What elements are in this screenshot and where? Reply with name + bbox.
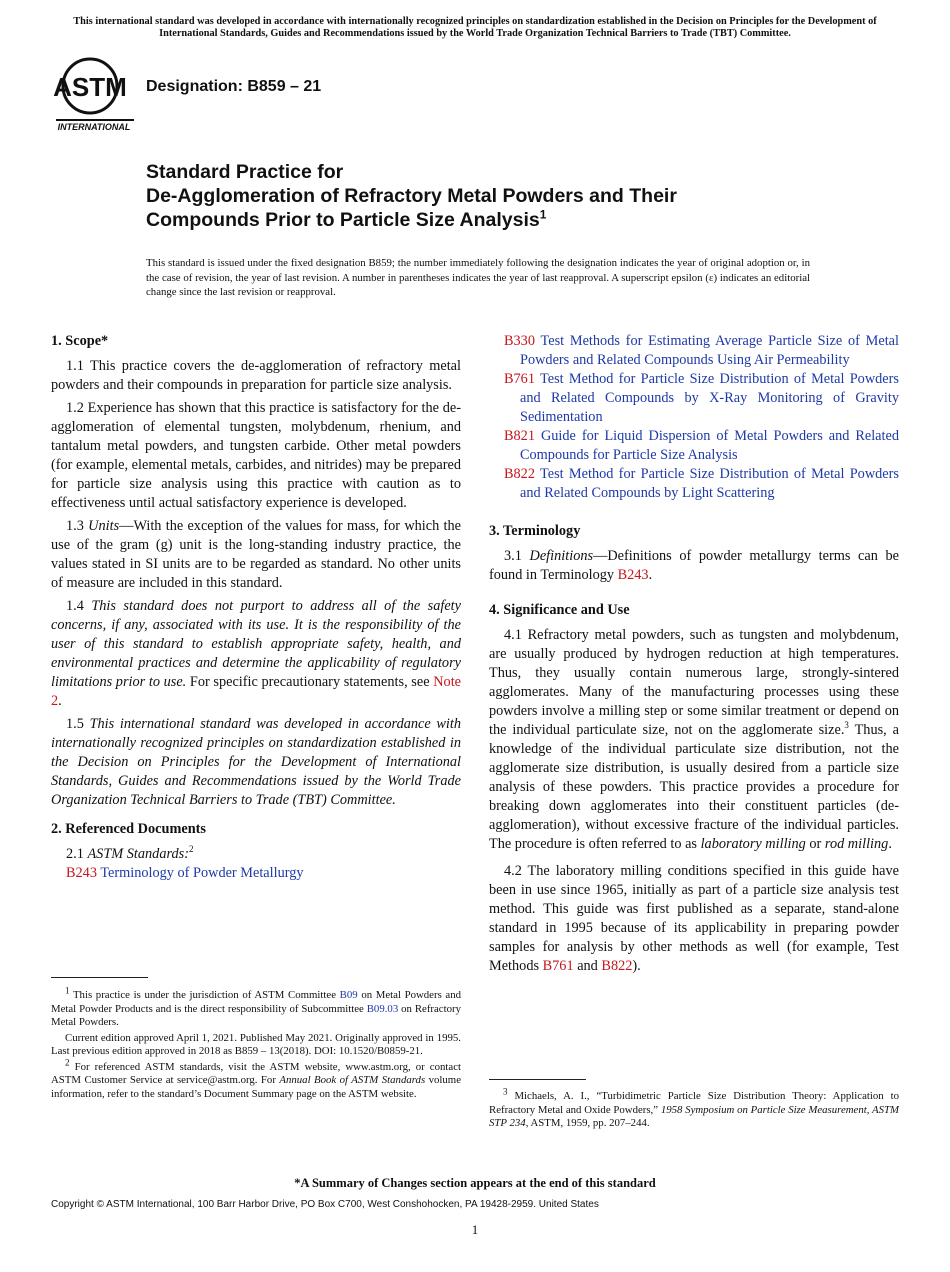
- ref-title: Guide for Liquid Dispersion of Metal Powders and Related Compounds for Particle Size Analysis: [520, 428, 899, 463]
- summary-note: *A Summary of Changes section appears at the end of this standard: [294, 1176, 656, 1190]
- logo-subtext: INTERNATIONAL: [57, 122, 131, 132]
- ref-item[interactable]: [489, 332, 899, 370]
- footnote-text: volume information, refer to the standard’s Document Summary page on the ASTM website.: [51, 1074, 461, 1100]
- title-line-1: Standard Practice for: [146, 161, 344, 183]
- para-number: 1.4: [66, 598, 84, 614]
- footnote-text: For referenced ASTM standards, visit the ASTM website, www.astm.org, or contact ASTM Customer Service at service@astm.org. For: [51, 1060, 461, 1086]
- left-column: [51, 332, 461, 883]
- lab-milling-term: laboratory milling: [700, 836, 806, 852]
- ref-item[interactable]: [489, 370, 899, 427]
- safety-statement: This standard does not purport to address all of the safety concerns, if any, associated with its use. It is the responsibility of the user of this standard to establish appropriate safety, health, and environmental practices and determine the applicability of regulatory limitations prior to use.: [51, 598, 461, 690]
- section-1-heading: 1. Scope*: [51, 333, 109, 349]
- ref-title: Test Methods for Estimating Average Particle Size of Metal Powders and Related Compounds Using Air Permeability: [520, 333, 899, 368]
- footnote-3-text: [489, 1086, 899, 1131]
- footnote-number: 1: [65, 985, 70, 996]
- ref-item[interactable]: [489, 427, 899, 465]
- logo-text: ASTM: [53, 72, 127, 102]
- footnote-text: Michaels, A. I., “Turbidimetric Particle Size Distribution Theory: Application to Refractory Metal and Oxide Powders,”: [489, 1090, 899, 1116]
- ref-title: Test Method for Particle Size Distribution of Metal Powders and Related Compounds by X-Ray Monitoring of Gravity Sedimentation: [520, 371, 899, 425]
- para-1-1: 1.1 This practice covers the de-agglomeration of refractory metal powders and their compounds in preparation for particle size analysis.: [51, 358, 461, 393]
- ref-code: B822: [504, 466, 535, 482]
- para-3-1: 3.1 Definitions—Definitions of powder metallurgy terms can be found in Terminology B243.: [489, 548, 900, 583]
- section-4-heading: 4. Significance and Use: [489, 602, 630, 618]
- b243-link[interactable]: B243: [617, 567, 649, 583]
- footnote-text: This practice is under the jurisdiction of ASTM Committee: [72, 989, 336, 1001]
- b822-link[interactable]: B822: [601, 958, 633, 974]
- footnote-text: , ASTM, 1959, pp. 207–244.: [525, 1117, 650, 1129]
- para-text: —Definitions of powder metallurgy terms can be found in Terminology: [489, 548, 900, 583]
- ref-item[interactable]: [51, 864, 461, 883]
- ref-code: B330: [504, 333, 535, 349]
- footnote-marker: 2: [189, 844, 194, 855]
- footnote-em: Annual Book of ASTM Standards: [279, 1074, 426, 1086]
- para-1-5: [51, 715, 461, 810]
- para-text: and: [577, 958, 598, 974]
- para-4-1: 4.1 Refractory metal powders, such as tungsten and molybdenum, are usually produced by hydrogen reduction at high temperatures. Thus, they usually contain numerous large, strongly-sintered agglomerates. Many of the manufacturing processes using these powders involve a milling step or some similar treatment or depend on the individual particulate size, not on the agglomerate size.$^3$ Thus, a knowledge of the individual particulate size distribution, not the agglomerate size distribution, is usually desired from a particle size analysis of these powders. This practice provides a procedure for breaking down agglomerates into their constituent particles (de-agglomeration), without excessive fracture of the individual particles. The procedure is often referred to as laboratory milling or rod milling.: [489, 627, 899, 852]
- footnote-divider: [51, 977, 148, 978]
- note-2-link[interactable]: Note 2: [51, 674, 462, 709]
- footnote-em: 1958 Symposium on Particle Size Measurement, ASTM STP 234: [489, 1103, 899, 1129]
- ref-title: Test Method for Particle Size Distribution of Metal Powders and Related Compounds by Light Scattering: [520, 466, 899, 501]
- para-text: or: [809, 836, 822, 852]
- para-number: 1.5: [66, 716, 84, 732]
- para-1-4: 1.4 This standard does not purport to address all of the safety concerns, if any, associated with its use. It is the responsibility of the user of this standard to establish appropriate safety, health, and environmental practices and determine the applicability of regulatory limitations prior to use. For specific precautionary statements, see Note 2.: [51, 598, 462, 709]
- footnote-2: [51, 1056, 461, 1102]
- footnote-edition: Current edition approved April 1, 2021. Published May 2021. Originally approved in 1995. Last previous edition approved in 2018 as B859 – 13(2018). DOI: 10.1520/B0859-21.: [51, 1031, 461, 1057]
- astm-standards-label: ASTM Standards:: [87, 846, 189, 862]
- document-title: [146, 160, 906, 232]
- para-text: —With the exception of the values for mass, for which the use of the gram (g) unit is the long-standing industry practice, the values stated in SI units are to be regarded as standard. No other units of measure are included in this standard.: [51, 518, 461, 591]
- para-number: 2.1: [66, 846, 84, 862]
- title-footnote-marker: 1: [539, 207, 547, 222]
- issued-note: This standard is issued under the fixed designation B859; the number immediately following the designation indicates the year of original adoption or, in the case of revision, the year of last revision. A number in parentheses indicates the year of last reapproval. A superscript epsilon (ε) indicates an editorial change since the last revision or reapproval.: [146, 257, 810, 298]
- section-3-heading: 3. Terminology: [489, 523, 581, 539]
- footnote-3: [489, 1086, 899, 1133]
- footnote-number: 2: [65, 1056, 70, 1067]
- para-text: 4.1 Refractory metal powders, such as tungsten and molybdenum, are usually produced by hydrogen reduction at high temperatures. Thus, they usually contain numerous large, strongly-sintered agglomerates. Many of the manufacturing processes using these powders involve a milling step or some similar treatment or depend on the individual particulate size, not on the agglomerate size.: [489, 627, 899, 738]
- ref-code: B821: [504, 428, 535, 444]
- footnotes-left: [51, 985, 462, 1103]
- page-number: 1: [471, 1222, 479, 1237]
- ref-item[interactable]: [489, 465, 899, 503]
- rod-milling-term: rod milling: [824, 836, 889, 852]
- para-1-3: [51, 517, 461, 593]
- footnote-text: on Refractory Metal Powders.: [51, 1002, 461, 1028]
- para-number: 1.3: [66, 518, 84, 534]
- units-term: Units: [88, 518, 120, 534]
- ref-code: B243: [66, 865, 97, 881]
- wto-statement: This international standard was developed in accordance with internationally recognized principles on standardization established in the Decision on Principles for the Development of International Standards, Guides and Recommendations issued by the World Trade Organization Technical Barriers to Trade (TBT) Committee.: [51, 716, 462, 808]
- para-4-2: 4.2 The laboratory milling conditions specified in this guide have been in use since 1965, initially as part of a particle size analysis test method. This guide was first published as a separate, stand-alone standard in 1995 because of its applicability in preparing powder samples for analysis by other methods as well (for example, Test Methods B761 and B822).: [489, 863, 899, 974]
- definitions-term: Definitions: [529, 548, 594, 564]
- committee-link[interactable]: B09: [339, 989, 358, 1001]
- copyright: Copyright © ASTM International, 100 Barr Harbor Drive, PO Box C700, West Conshohocken, PA 19428-2959. United States: [51, 1199, 599, 1210]
- para-text: For specific precautionary statements, see: [189, 674, 430, 690]
- designation: Designation: B859 – 21: [146, 78, 322, 95]
- para-text: 4.2 The laboratory milling conditions specified in this guide have been in use since 1965, initially as part of a particle size analysis test method. This guide was first published as a separate, stand-alone standard in 1995 because of its applicability in preparing powder samples for analysis by other methods as well (for example, Test Methods: [489, 863, 899, 974]
- astm-logo-icon: [52, 56, 136, 134]
- section-2-heading: 2. Referenced Documents: [51, 821, 206, 837]
- para-number: 3.1: [504, 548, 522, 564]
- para-text: Thus, a knowledge of the individual particulate size distribution, not the agglomerate size distribution, is usually desired from a particle size analysis of these powders. This practice provides a procedure for breaking down agglomerates into their constituent particles (de-agglomeration), without excessive fracture of the individual particles. The procedure is often referred to as: [489, 722, 899, 852]
- title-line-3-text: Compounds Prior to Particle Size Analysis: [146, 209, 540, 231]
- b761-link[interactable]: B761: [542, 958, 574, 974]
- footnote-number: 3: [503, 1086, 508, 1097]
- ref-code: B761: [504, 371, 535, 387]
- footnote-marker: 3: [844, 720, 849, 731]
- para-2-1: [51, 845, 461, 864]
- ref-title: Terminology of Powder Metallurgy: [100, 865, 304, 881]
- footnote-text: on Metal Powders and Metal Powder Products and is the direct responsibility of Subcommittee: [51, 989, 462, 1015]
- right-column: [489, 332, 899, 980]
- para-1-2: 1.2 Experience has shown that this practice is satisfactory for the de-agglomeration of elemental tungsten, molybdenum, rhenium, and tantalum metal powders, and tungsten carbide. Other metal powders (for example, elemental metals, carbides, and nitrides) may be prepared for particle size analysis using this practice with caution as to effectiveness until actual satisfactory experience is developed.: [51, 400, 461, 511]
- header-note: This international standard was developed in accordance with internationally recognized principles on standardization established in the Decision on Principles for the Development of International Standards, Guides and Recommendations issued by the World Trade Organization Technical Barriers to Trade (TBT) Committee.: [73, 16, 877, 39]
- footnote-1: [51, 985, 462, 1030]
- footnote-divider-right: [489, 1079, 586, 1080]
- title-line-3: [146, 208, 906, 232]
- subcommittee-link[interactable]: B09.03: [366, 1002, 399, 1015]
- title-line-2: De-Agglomeration of Refractory Metal Powders and Their: [146, 185, 677, 207]
